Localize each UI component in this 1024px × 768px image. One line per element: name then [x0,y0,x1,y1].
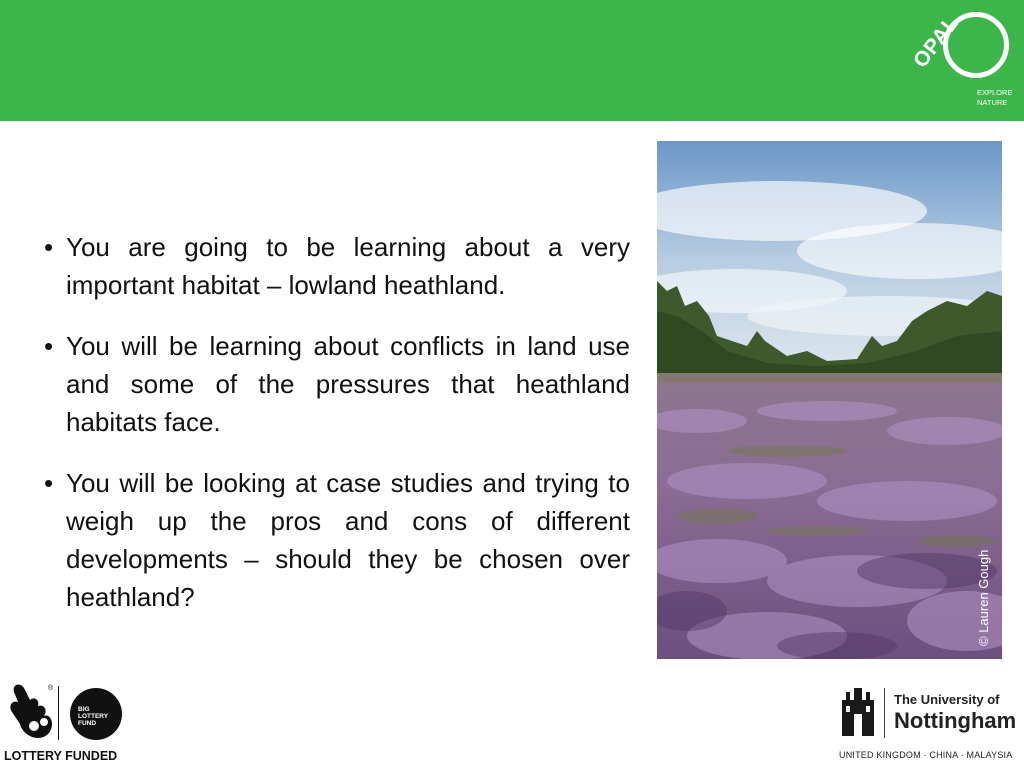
bullet-item [44,464,630,616]
university-name-line1: The University of [894,692,1000,707]
header-bar [0,0,1024,121]
opal-tagline [977,88,1017,108]
university-name-line2: Nottingham [894,708,1017,733]
photo-credit: © Lauren Gough [976,549,991,646]
heathland-photo [657,141,1002,659]
bullet-marker: • [44,232,54,262]
bullet-item [44,327,630,441]
lottery-funded-label: LOTTERY FUNDED [4,749,118,763]
uni-logo-divider [884,688,885,738]
university-campuses: UNITED KINGDOM · CHINA · MALAYSIA [839,750,1013,760]
heathland-photo-image [657,141,1002,659]
bullet-marker: • [44,331,54,361]
bullet-marker: • [44,468,54,498]
bullet-text: You are going to be learning about a very important habitat – lowland heathland. [66,232,630,300]
opal-logo [905,6,1020,116]
opal-tagline-line1: EXPLORE [977,88,1013,97]
lottery-funded-logo [0,680,135,768]
opal-wordmark: OPAL [909,11,964,73]
university-logo [836,684,1021,768]
bullet-list [44,228,630,639]
logo-divider [58,686,59,740]
bullet-item [44,228,630,304]
svg-text:®: ® [48,685,54,692]
bullet-text: You will be looking at case studies and trying to weigh up the pros and cons of different developments – should they be chosen over heathland? [66,468,630,612]
university-castle-icon [838,686,878,738]
big-lottery-fund-text: BIG LOTTERY FUND [78,706,109,727]
bullet-text: You will be learning about conflicts in land use and some of the pressures that heathland habitats face. [66,331,630,437]
opal-tagline-line2: NATURE [977,98,1008,107]
lottery-crossed-fingers-icon [4,680,72,744]
